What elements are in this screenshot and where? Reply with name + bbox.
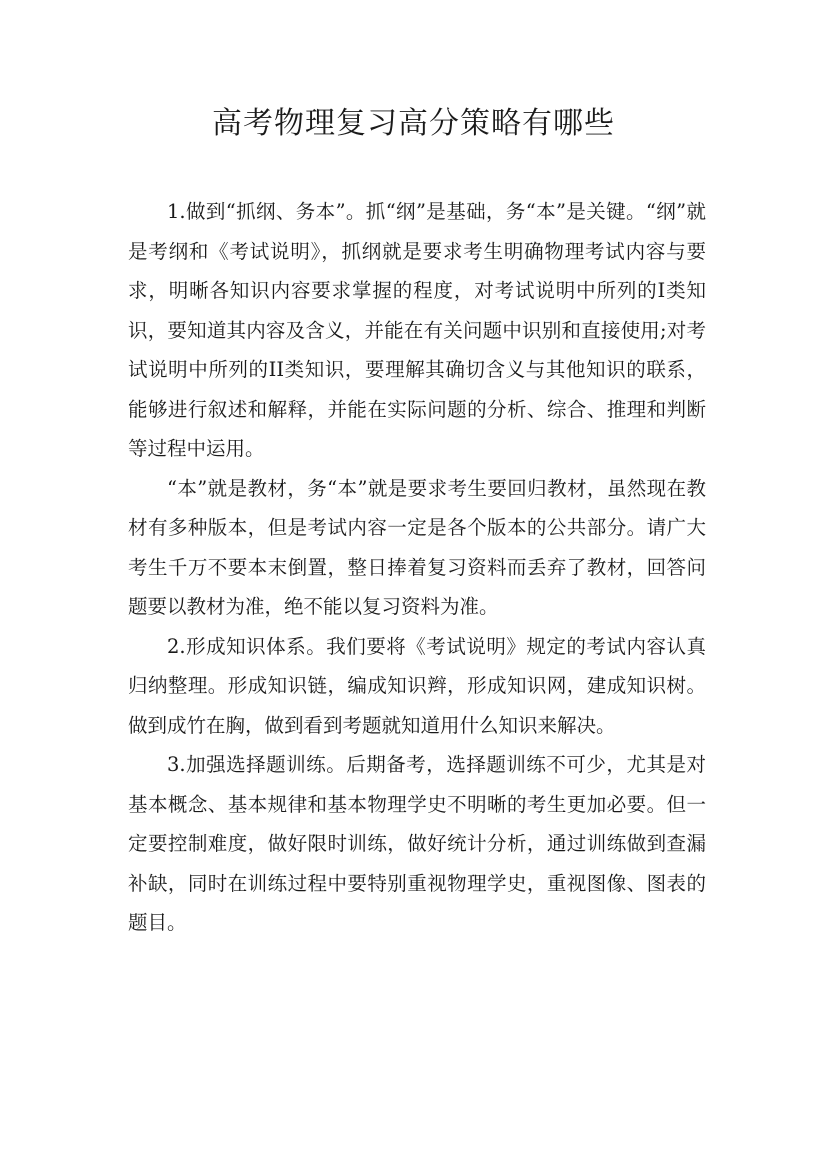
paragraph-1: 1.做到“抓纲、务本”。抓“纲”是基础，务“本”是关键。“纲”就是考纲和《考试说明》，抓纲就是要求考生明确物理考试内容与要求，明晰各知识内容要求掌握的程度，对考试说明中所列的I类知识，要知道其内容及含义，并能在有关问题中识别和直接使用;对考试说明中所列的II类知识，要理解其确切含义与其他知识的联系，能够进行叙述和解释，并能在实际问题的分析、综合、推理和判断等过程中运用。: [128, 200, 706, 460]
document-body: [128, 192, 706, 943]
document-title: 高考物理复习高分策略有哪些: [212, 106, 615, 141]
paragraph-4: 3.加强选择题训练。后期备考，选择题训练不可少，尤其是对基本概念、基本规律和基本物理学史不明晰的考生更加必要。但一定要控制难度，做好限时训练，做好统计分析，通过训练做到查漏补缺，同时在训练过程中要特别重视物理学史，重视图像、图表的题目。: [128, 753, 706, 934]
paragraph-3: 2.形成知识体系。我们要将《考试说明》规定的考试内容认真归纳整理。形成知识链，编成知识辫，形成知识网，建成知识树。做到成竹在胸，做到看到考题就知道用什么知识来解决。: [128, 634, 706, 737]
paragraph-2: “本”就是教材，务“本”就是要求考生要回归教材，虽然现在教材有多种版本，但是考试内容一定是各个版本的公共部分。请广大考生千万不要本末倒置，整日捧着复习资料而丢弃了教材，回答问题要以教材为准，绝不能以复习资料为准。: [128, 476, 706, 618]
